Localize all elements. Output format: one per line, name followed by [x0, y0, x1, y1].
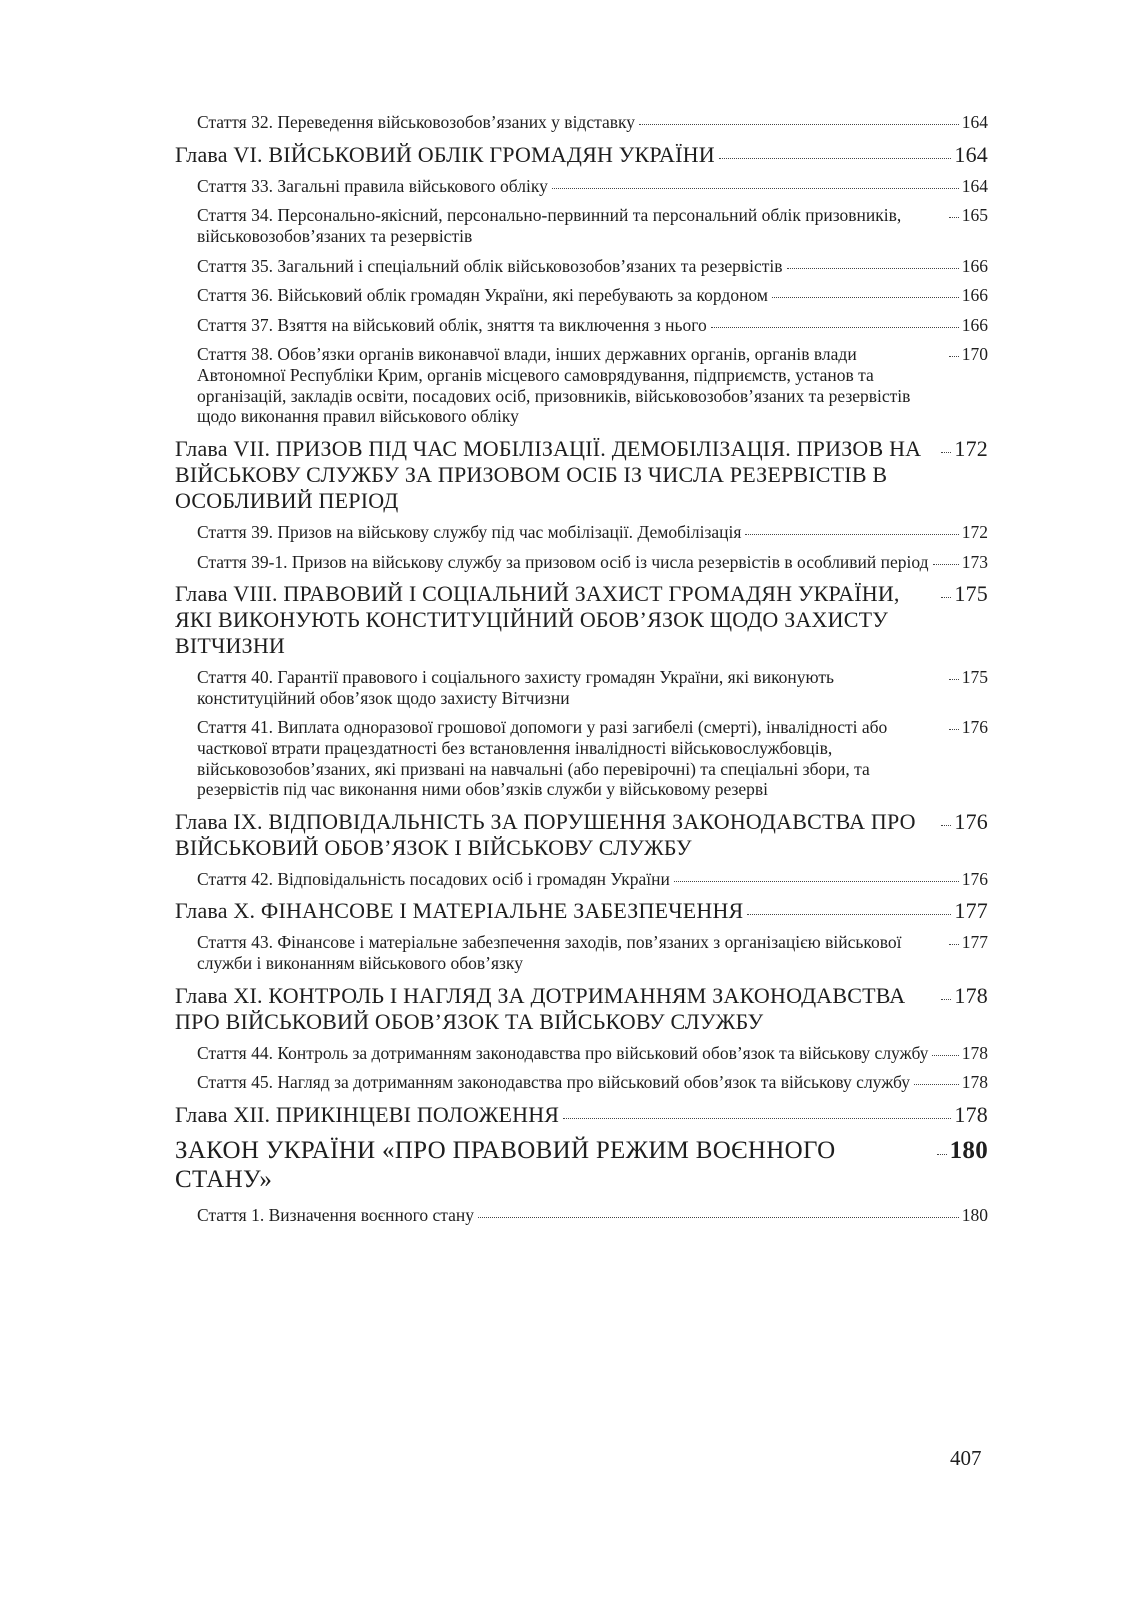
toc-entry-article[interactable]	[197, 256, 988, 277]
toc-entry-page: 178	[954, 1101, 988, 1127]
page-number: 407	[950, 1446, 982, 1470]
toc-entry-article[interactable]	[197, 112, 988, 133]
dot-leader	[787, 268, 959, 269]
dot-leader	[747, 914, 951, 915]
toc-entry-title: Глава X. ФІНАНСОВЕ І МАТЕРІАЛЬНЕ ЗАБЕЗПЕЧЕННЯ	[175, 898, 744, 924]
toc-entry-title: Стаття 40. Гарантії правового і соціального захисту громадян України, які виконують конституційний обов’язок щодо захисту Вітчизни	[197, 667, 835, 708]
toc-entry-chapter[interactable]	[175, 142, 988, 168]
toc-entry-title: Стаття 39-1. Призов на військову службу за призовом осіб із числа резервістів в особливий період	[197, 551, 929, 572]
toc-entry-title: Стаття 33. Загальні правила військового обліку	[197, 175, 548, 196]
toc-entry-title: ЗАКОН УКРАЇНИ «ПРО ПРАВОВИЙ РЕЖИМ ВОЄННОГО СТАНУ»	[175, 1136, 836, 1194]
dot-leader	[949, 729, 959, 730]
toc-entry-page: 166	[961, 255, 988, 276]
toc-entry-chapter[interactable]	[175, 898, 988, 924]
toc-entry-law[interactable]	[175, 1136, 988, 1195]
toc-entry-page: 165	[961, 205, 988, 226]
toc-entry-title: Стаття 42. Відповідальність посадових осіб і громадян України	[197, 868, 670, 889]
toc-entry-page: 176	[954, 808, 988, 834]
toc-entry-title: Стаття 38. Обов’язки органів виконавчої влади, інших державних органів, органів влади Автономної Республіки Крим, органів місцевого самоврядування, підприємств, установ та організацій, закладів освіти, посадових осіб, призовників, військовозобов’язаних та резервістів щодо виконання правил військового обліку	[197, 344, 911, 427]
toc-entry-title: Глава VII. ПРИЗОВ ПІД ЧАС МОБІЛІЗАЦІЇ. ДЕМОБІЛІЗАЦІЯ. ПРИЗОВ НА ВІЙСЬКОВУ СЛУЖБУ ЗА ПРИЗОВОМ ОСІБ ІЗ ЧИСЛА РЕЗЕРВІСТІВ В ОСОБЛИВИЙ ПЕРІОД	[175, 436, 922, 513]
toc-entry-page: 172	[961, 521, 988, 542]
toc-entry-title: Глава VIII. ПРАВОВИЙ І СОЦІАЛЬНИЙ ЗАХИСТ ГРОМАДЯН УКРАЇНИ, ЯКІ ВИКОНУЮТЬ КОНСТИТУЦІЙНИЙ ОБОВ’ЯЗОК ЩОДО ЗАХИСТУ ВІТЧИЗНИ	[175, 581, 900, 659]
toc-entry-article[interactable]	[197, 285, 988, 306]
toc-entry-title: Стаття 35. Загальний і спеціальний облік військовозобов’язаних та резервістів	[197, 255, 783, 276]
toc-entry-page: 177	[954, 898, 988, 924]
toc-entry-chapter[interactable]	[175, 1102, 988, 1128]
toc-entry-title: Стаття 43. Фінансове і матеріальне забезпечення заходів, пов’язаних з організацією військової служби і виконанням військового обов’язку	[197, 932, 902, 973]
toc-entry-page: 164	[954, 141, 988, 167]
toc-entry-chapter[interactable]	[175, 809, 988, 861]
toc-entry-title: Стаття 44. Контроль за дотриманням законодавства про військовий обов’язок та військову службу	[197, 1042, 929, 1063]
toc-entry-page: 178	[961, 1042, 988, 1063]
dot-leader	[552, 188, 959, 189]
toc-entry-page: 164	[961, 175, 988, 196]
toc-entry-title: Стаття 41. Виплата одноразової грошової допомоги у разі загибелі (смерті), інвалідності або часткової втрати працездатності без встановлення інвалідності військовослужбовців, військовозобов’язаних, які призвані на навчальні (або перевірочні) та спеціальні збори, та резервістів під час виконання ними обов’язків служби у військовому резерві	[197, 717, 888, 800]
table-of-contents	[175, 112, 988, 1234]
dot-leader	[711, 327, 959, 328]
toc-entry-page: 175	[961, 667, 988, 687]
toc-entry-article[interactable]	[197, 717, 988, 800]
dot-leader	[933, 564, 959, 565]
toc-entry-page: 177	[961, 932, 988, 953]
toc-entry-article[interactable]	[197, 522, 988, 543]
toc-entry-page: 175	[954, 581, 988, 607]
toc-entry-title: Стаття 39. Призов на військову службу під час мобілізації. Демобілізація	[197, 521, 742, 542]
dot-leader	[745, 534, 958, 535]
toc-entry-page: 164	[961, 112, 988, 132]
toc-entry-title: Глава XI. КОНТРОЛЬ І НАГЛЯД ЗА ДОТРИМАННЯМ ЗАКОНОДАВСТВА ПРО ВІЙСЬКОВИЙ ОБОВ’ЯЗОК ТА ВІЙСЬКОВУ СЛУЖБУ	[175, 982, 906, 1034]
dot-leader	[719, 158, 952, 159]
dot-leader	[941, 825, 951, 826]
toc-entry-title: Глава XII. ПРИКІНЦЕВІ ПОЛОЖЕННЯ	[175, 1101, 560, 1127]
toc-entry-title: Стаття 32. Переведення військовозобов’язаних у відставку	[197, 112, 636, 132]
dot-leader	[478, 1217, 959, 1218]
toc-entry-page: 180	[949, 1136, 988, 1164]
toc-entry-article[interactable]	[197, 1043, 988, 1064]
toc-entry-article[interactable]	[197, 205, 988, 246]
dot-leader	[674, 881, 959, 882]
toc-entry-page: 180	[961, 1204, 988, 1225]
toc-entry-article[interactable]	[197, 176, 988, 197]
toc-entry-page: 173	[961, 551, 988, 572]
toc-entry-title: Стаття 45. Нагляд за дотриманням законодавства про військовий обов’язок та військову службу	[197, 1072, 911, 1093]
toc-entry-page: 172	[954, 436, 988, 461]
toc-entry-page: 176	[961, 868, 988, 889]
dot-leader	[639, 124, 959, 125]
toc-entry-article[interactable]	[197, 869, 988, 890]
toc-entry-title: Глава IX. ВІДПОВІДАЛЬНІСТЬ ЗА ПОРУШЕННЯ ЗАКОНОДАВСТВА ПРО ВІЙСЬКОВИЙ ОБОВ’ЯЗОК І ВІЙСЬКОВУ СЛУЖБУ	[175, 808, 916, 860]
toc-entry-page: 166	[961, 285, 988, 306]
toc-entry-page: 178	[961, 1072, 988, 1093]
dot-leader	[949, 679, 959, 680]
toc-entry-article[interactable]	[197, 552, 988, 573]
toc-entry-title: Стаття 37. Взяття на військовий облік, зняття та виключення з нього	[197, 314, 707, 335]
toc-entry-chapter[interactable]	[175, 581, 988, 659]
toc-entry-article[interactable]	[197, 932, 988, 973]
dot-leader	[932, 1055, 958, 1056]
dot-leader	[941, 999, 951, 1000]
toc-entry-article[interactable]	[197, 1205, 988, 1226]
toc-entry-article[interactable]	[197, 315, 988, 336]
toc-entry-page: 170	[961, 344, 988, 365]
toc-entry-article[interactable]	[197, 667, 988, 708]
toc-entry-article[interactable]	[197, 344, 988, 427]
toc-entry-page: 166	[961, 314, 988, 335]
dot-leader	[949, 356, 959, 357]
dot-leader	[949, 217, 959, 218]
toc-entry-title: Стаття 34. Персонально-якісний, персонально-первинний та персональний облік призовників, військовозобов’язаних та резервістів	[197, 205, 902, 246]
toc-entry-page: 178	[954, 982, 988, 1008]
dot-leader	[563, 1118, 951, 1119]
dot-leader	[949, 944, 959, 945]
toc-entry-chapter[interactable]	[175, 983, 988, 1035]
toc-entry-chapter[interactable]	[175, 436, 988, 514]
dot-leader	[941, 597, 951, 598]
toc-entry-title: Стаття 36. Військовий облік громадян України, які перебувають за кордоном	[197, 285, 768, 306]
dot-leader	[937, 1154, 947, 1155]
toc-entry-article[interactable]	[197, 1072, 988, 1093]
dot-leader	[941, 452, 951, 453]
dot-leader	[772, 297, 959, 298]
toc-entry-title: Стаття 1. Визначення воєнного стану	[197, 1204, 474, 1225]
dot-leader	[914, 1084, 959, 1085]
toc-entry-title: Глава VI. ВІЙСЬКОВИЙ ОБЛІК ГРОМАДЯН УКРАЇНИ	[175, 141, 715, 167]
toc-entry-page: 176	[961, 717, 988, 738]
